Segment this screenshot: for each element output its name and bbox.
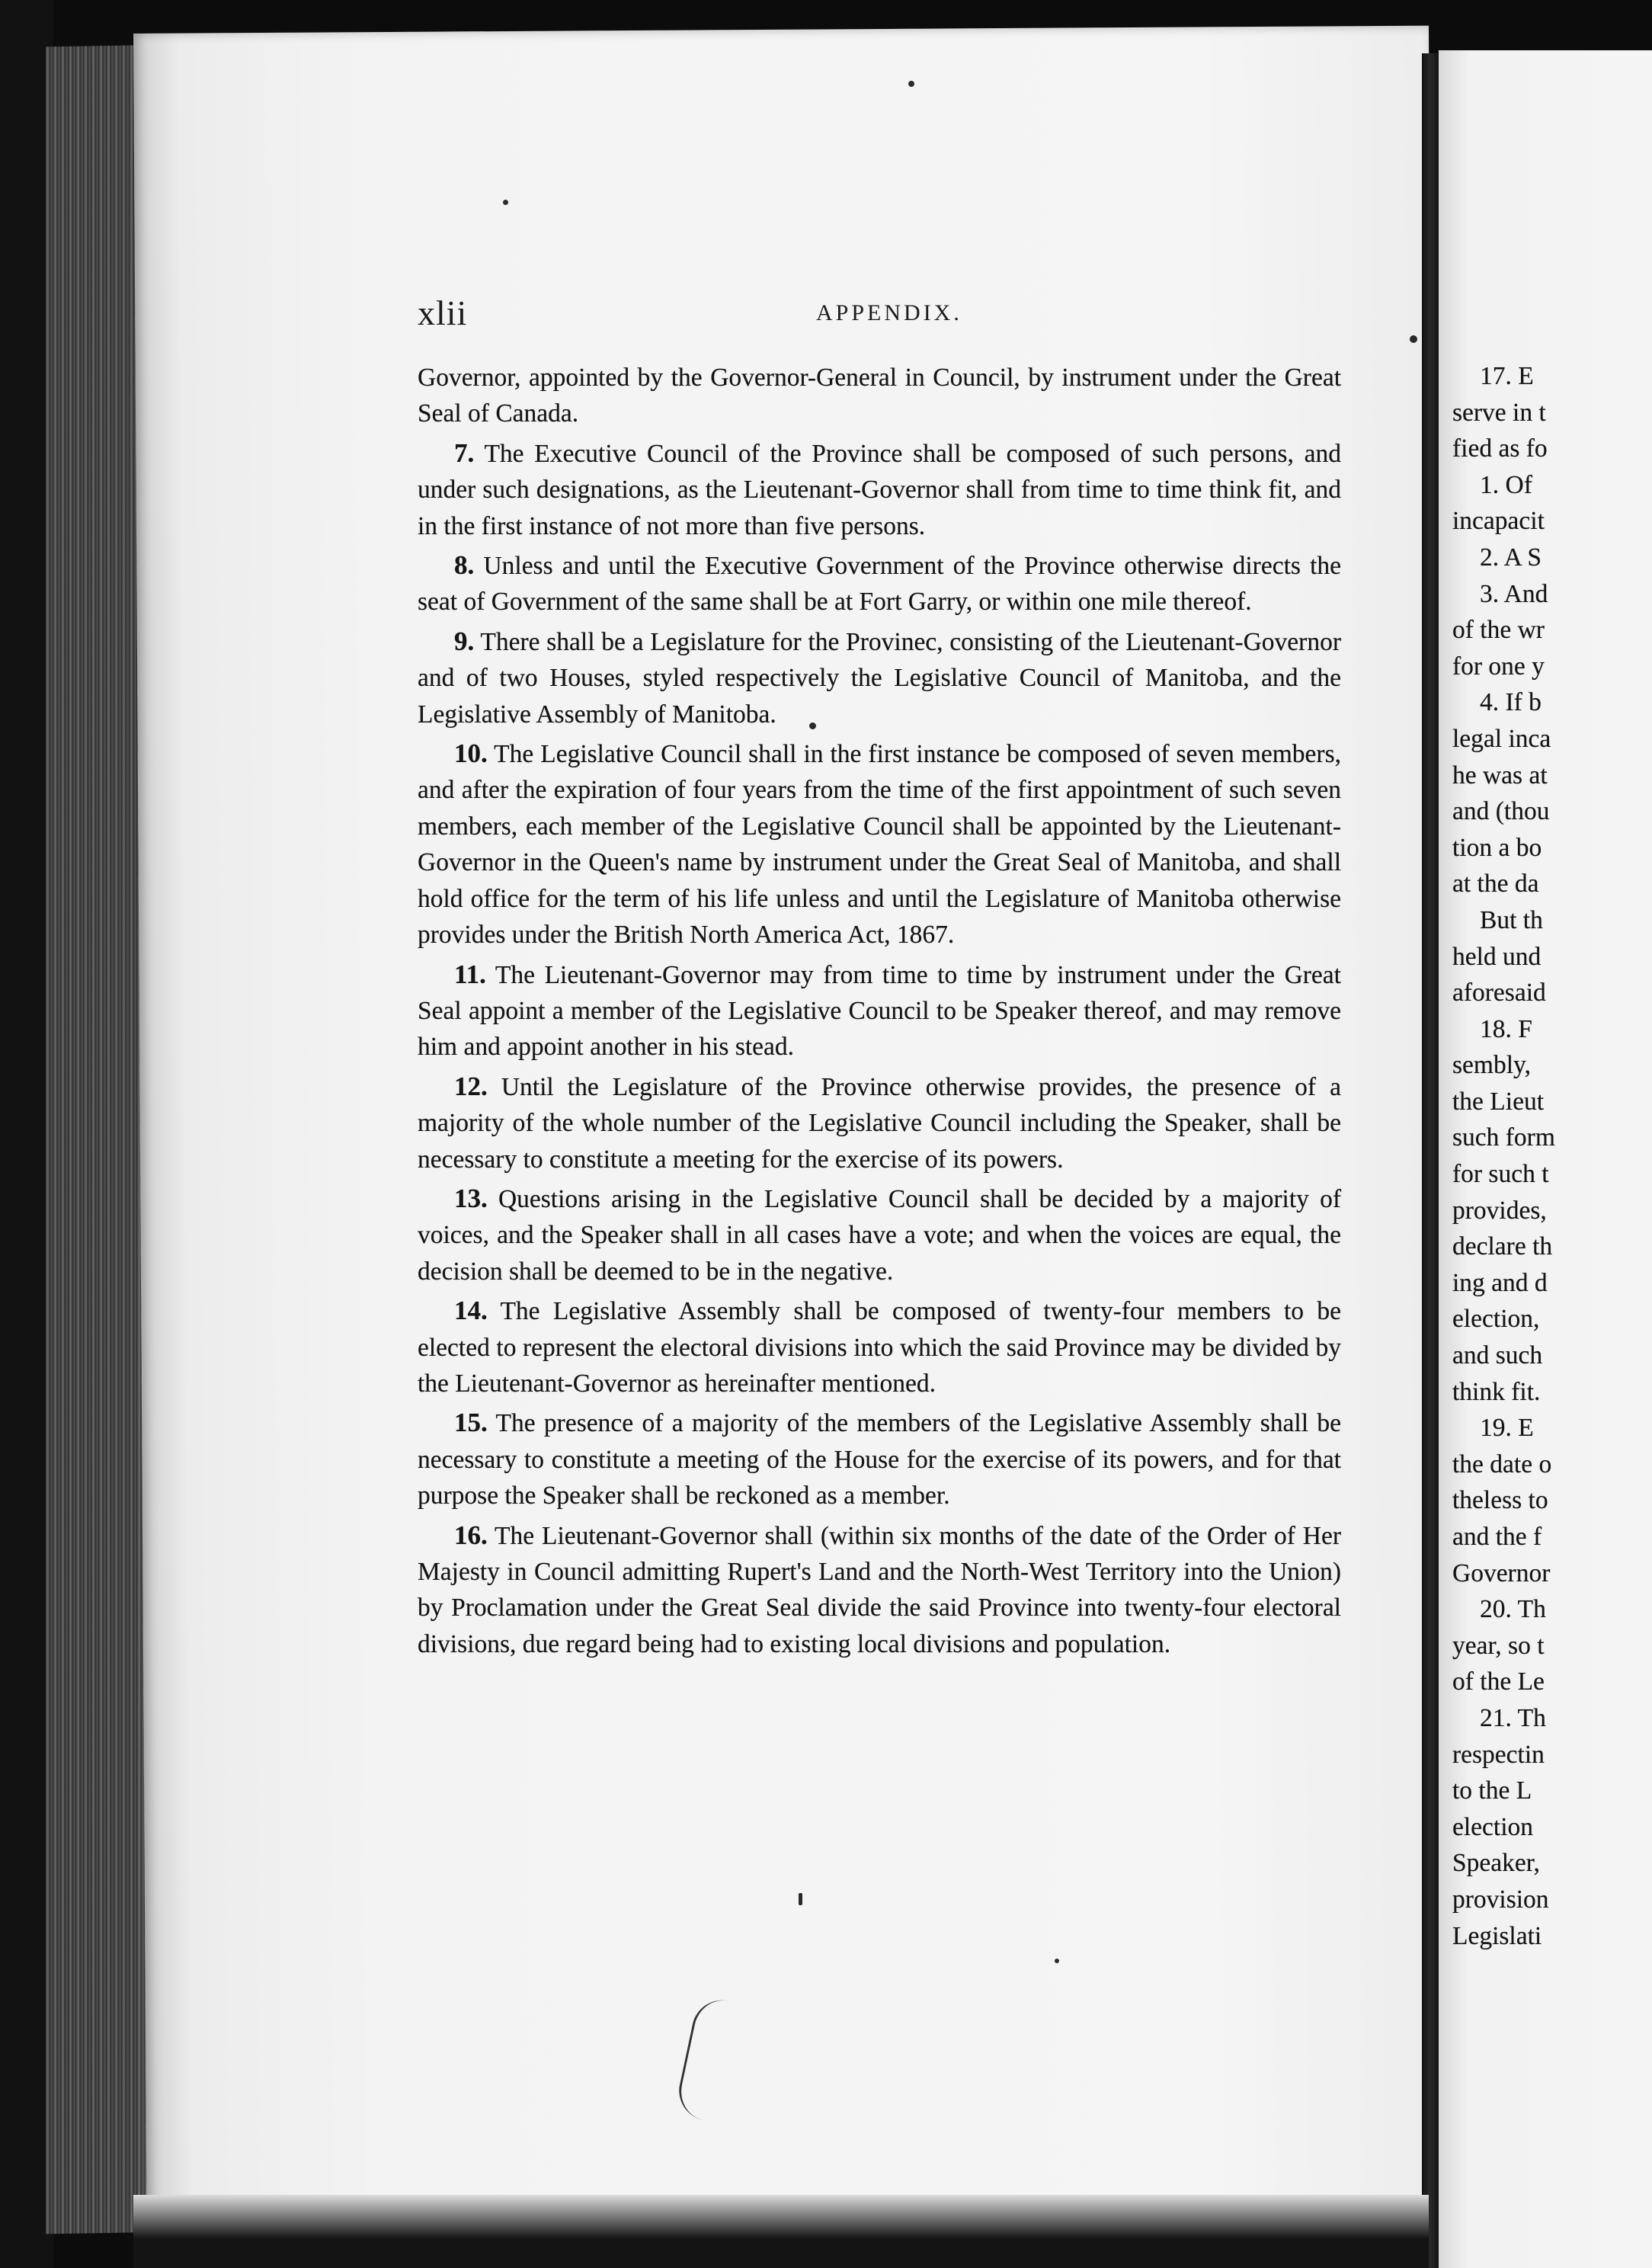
- right-page-line: and (thou: [1452, 797, 1550, 826]
- section-11: [418, 956, 1341, 1065]
- right-page-line: of the wr: [1452, 616, 1545, 645]
- right-page-line: the date o: [1452, 1450, 1552, 1478]
- right-page-line: 4. If b: [1480, 688, 1542, 717]
- right-page-line: 20. Th: [1480, 1595, 1546, 1624]
- scan-speck: [1410, 335, 1417, 343]
- section-number: 8.: [454, 550, 475, 581]
- right-page-line: provides,: [1452, 1196, 1547, 1225]
- right-page-line: 21. Th: [1480, 1703, 1546, 1732]
- section-number: 9.: [454, 626, 475, 656]
- right-page-line: election: [1452, 1812, 1534, 1841]
- right-page-line: 18. F: [1480, 1014, 1532, 1043]
- right-page-line: for one y: [1452, 652, 1545, 681]
- right-page-line: and such: [1452, 1341, 1543, 1370]
- section-number: 7.: [454, 437, 475, 468]
- scan-speck: [503, 200, 508, 205]
- right-page-line: at the da: [1452, 870, 1539, 899]
- section-8: [418, 547, 1341, 620]
- right-page-line: held und: [1452, 942, 1542, 971]
- right-page-line: aforesaid: [1452, 979, 1546, 1007]
- right-page-line: Governor: [1452, 1558, 1551, 1587]
- right-page-line: year, so t: [1452, 1631, 1545, 1660]
- section-text: The presence of a majority of the members of the Legislative Assembly shall be necessary to constitute a meeting of the House for the exercise of its powers, and for that purpose the Speaker shall be reckoned as a member.: [418, 1409, 1341, 1510]
- scan-speck: [1055, 1959, 1059, 1963]
- section-text: There shall be a Legislature for the Provinec, consisting of the Lieutenant-Governor and of two Houses, styled respectively the Legislative Council of Manitoba, and the Legislative Assembly of Manitoba.: [418, 627, 1341, 729]
- section-text: Questions arising in the Legislative Council shall be decided by a majority of voices, and the Speaker shall in all cases have a vote; and when the voices are equal, the decision shall be deemed to be in the negative.: [418, 1184, 1342, 1286]
- section-number: 13.: [454, 1183, 488, 1213]
- right-page-line: 17. E: [1480, 362, 1534, 390]
- right-page-line: 3. And: [1480, 579, 1548, 608]
- section-9: [418, 623, 1341, 732]
- section-text: Unless and until the Executive Government of the Province otherwise directs the seat of Government of the same shall be at Fort Garry, or within one mile thereof.: [418, 552, 1342, 617]
- right-page-line: tion a bo: [1452, 833, 1542, 862]
- right-page-line: the Lieut: [1452, 1087, 1544, 1116]
- right-page-line: But th: [1480, 905, 1543, 934]
- section-15: [418, 1405, 1341, 1514]
- section-13: [418, 1180, 1341, 1289]
- main-text: [418, 360, 1341, 1665]
- page-number: xlii: [418, 293, 468, 332]
- section-number: 10.: [454, 738, 488, 769]
- right-page-line: fied as fo: [1452, 434, 1548, 463]
- right-page-line: he was at: [1452, 761, 1548, 790]
- scan-speck: [799, 1893, 802, 1905]
- right-page-text: [1452, 358, 1652, 1954]
- section-text: The Lieutenant-Governor may from time to time by instrument under the Great Seal appoint a member of the Legislative Council to be Speaker thereof, and may remove him and appoint another in his stead.: [418, 960, 1341, 1062]
- paragraph-text: Governor, appointed by the Governor-General in Council, by instrument under the Great Seal of Canada.: [418, 364, 1341, 428]
- right-page-line: sembly,: [1452, 1051, 1531, 1080]
- right-page-line: 19. E: [1480, 1414, 1534, 1443]
- section-text: Until the Legislature of the Province otherwise provides, the presence of a majority of the whole number of the Legislative Council including the Speaker, shall be necessary to constitute a meeting for the exercise of its powers.: [418, 1072, 1342, 1174]
- section-number: 14.: [454, 1296, 488, 1326]
- right-page-line: Speaker,: [1452, 1849, 1540, 1878]
- scan-speck: [908, 81, 914, 87]
- right-page-line: think fit.: [1452, 1377, 1541, 1406]
- section-14: [418, 1293, 1341, 1401]
- section-number: 11.: [454, 959, 486, 989]
- right-page-line: legal inca: [1452, 724, 1551, 753]
- right-page-line: declare th: [1452, 1232, 1553, 1261]
- scan-speck: [809, 722, 816, 729]
- section-12: [418, 1068, 1341, 1177]
- right-page-line: 1. Of: [1480, 470, 1532, 499]
- page-header: [418, 293, 1347, 338]
- section-number: 16.: [454, 1520, 488, 1550]
- section-text: The Legislative Council shall in the first instance be composed of seven members, and after the expiration of four years from the time of the first appointment of such seven members, each member of the Legislative Council shall be appointed by the Lieutenant-Governor in the Queen's name by instrument under the Great Seal of Manitoba, and shall hold office for the term of his life unless and until the Legislature of Manitoba otherwise provides under the British North America Act, 1867.: [418, 740, 1341, 950]
- right-page-line: such form: [1452, 1123, 1555, 1152]
- right-page-line: election,: [1452, 1305, 1540, 1334]
- right-page-line: theless to: [1452, 1486, 1548, 1515]
- right-page-line: for such t: [1452, 1160, 1549, 1189]
- right-page-line: Legislati: [1452, 1921, 1542, 1950]
- right-page-line: incapacit: [1452, 507, 1545, 536]
- paragraph: [418, 360, 1341, 432]
- section-text: The Legislative Assembly shall be composed of twenty-four members to be elected to represent the electoral divisions into which the said Province may be divided by the Lieutenant-Governor as hereinafter mentioned.: [418, 1297, 1341, 1398]
- section-16: [418, 1517, 1341, 1663]
- section-number: 12.: [454, 1071, 488, 1101]
- right-page: [1439, 50, 1652, 2268]
- right-page-line: provision: [1452, 1885, 1549, 1914]
- section-text: The Executive Council of the Province shall be composed of such persons, and under such designations, as the Lieutenant-Governor shall from time to time think fit, and in the first instance of not more than five persons.: [418, 439, 1341, 540]
- section-number: 15.: [454, 1408, 488, 1438]
- right-page-line: of the Le: [1452, 1667, 1545, 1696]
- right-page-line: serve in t: [1452, 398, 1546, 427]
- section-text: The Lieutenant-Governor shall (within six months of the date of the Order of Her Majesty in Council admitting Rupert's Land and the North-West Territory into the Union) by Proclamation under the Great Seal divide the said Province into twenty-four electoral divisions, due regard being had to existing local divisions and population.: [418, 1521, 1341, 1658]
- running-head: APPENDIX.: [816, 300, 962, 325]
- section-10: [418, 735, 1341, 953]
- right-page-line: respectin: [1452, 1740, 1545, 1769]
- right-page-line: and the f: [1452, 1523, 1542, 1551]
- right-page-line: ing and d: [1452, 1268, 1548, 1297]
- right-page-line: to the L: [1452, 1776, 1532, 1805]
- section-7: [418, 435, 1341, 544]
- right-page-line: 2. A S: [1480, 543, 1542, 572]
- page-bottom-edge: [133, 2195, 1429, 2268]
